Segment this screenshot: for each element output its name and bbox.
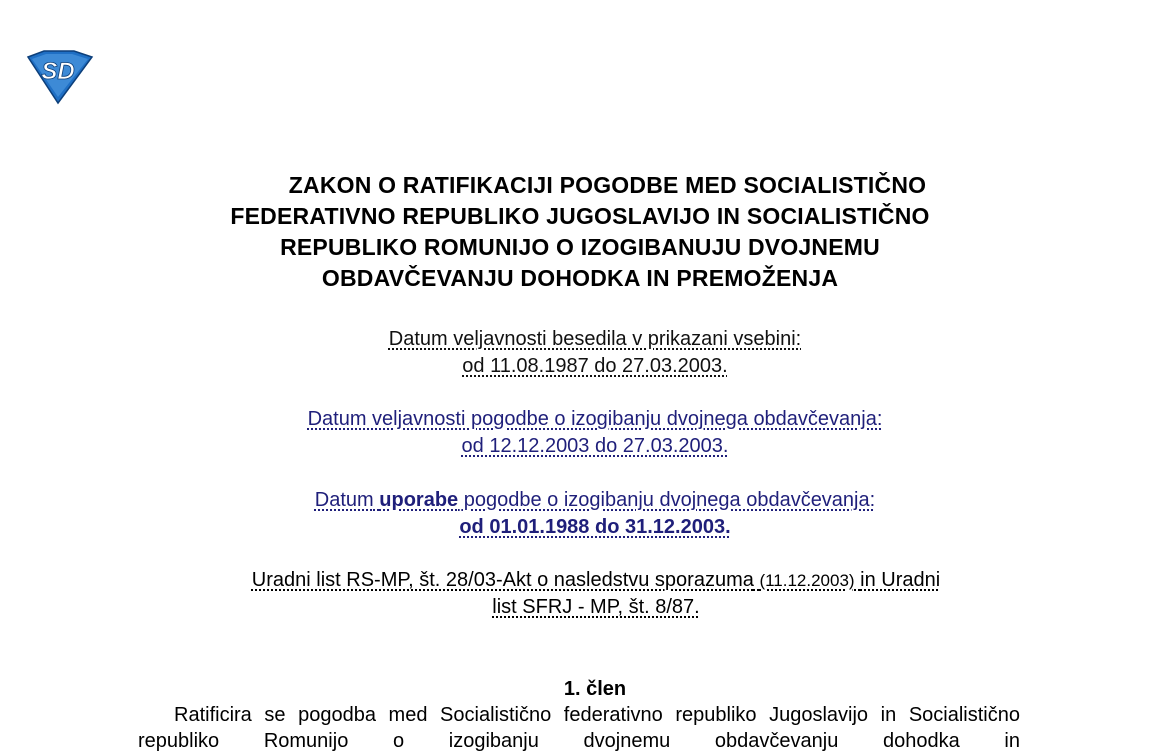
- title-line-3: REPUBLIKO ROMUNIJO O IZOGIBANUJU DVOJNEMU: [280, 234, 880, 260]
- treaty-validity-block: [150, 406, 1040, 460]
- gazette-link[interactable]: [252, 569, 940, 591]
- article-line-1: Ratificira se pogodba med Socialistično federativno republiko Jugoslavijo in: [174, 704, 897, 726]
- treaty-use-block: [150, 487, 1040, 541]
- article-body: [138, 702, 1020, 754]
- sd-logo-icon: [22, 49, 96, 105]
- text-validity-range[interactable]: od 11.08.1987 do 27.03.2003.: [462, 355, 728, 377]
- treaty-validity-label[interactable]: Datum veljavnosti pogodbe o izogibanju dvojnega obdavčevanja:: [307, 408, 883, 430]
- title-line-2: FEDERATIVNO REPUBLIKO JUGOSLAVIJO IN SOCIALISTIČNO: [230, 203, 930, 229]
- gazette-part-1: Uradni list RS-MP, št. 28/03-Akt o nasledstvu sporazuma: [251, 569, 754, 591]
- treaty-use-label-suffix: pogodbe o izogibanju dvojnega obdavčevanja:: [463, 489, 876, 511]
- treaty-use-label-prefix: Datum: [314, 489, 374, 511]
- treaty-use-label[interactable]: [315, 489, 875, 511]
- gazette-date: (11.12.2003): [759, 571, 855, 590]
- document-title: [150, 170, 1010, 294]
- title-line-4: OBDAVČEVANJU DOHODKA IN PREMOŽENJA: [321, 265, 839, 291]
- treaty-validity-range[interactable]: od 12.12.2003 do 27.03.2003.: [461, 435, 729, 457]
- gazette-block: [166, 567, 1026, 621]
- treaty-use-label-bold: uporabe: [379, 489, 459, 511]
- article-heading: 1. člen: [563, 678, 627, 700]
- text-validity-block: [150, 326, 1040, 380]
- text-validity-label[interactable]: Datum veljavnosti besedila v prikazani vsebini:: [388, 328, 802, 350]
- title-line-1: ZAKON O RATIFIKACIJI POGODBE MED SOCIALISTIČNO: [288, 172, 927, 198]
- svg-text:SD: SD: [41, 58, 75, 85]
- treaty-use-range[interactable]: od 01.01.1988 do 31.12.2003.: [459, 516, 731, 538]
- article-line-2: Socialistično republiko Romunijo o izogibanju dvojnemu obdavčevanju dohodka in: [138, 704, 1020, 752]
- gazette-line-2[interactable]: list SFRJ - MP, št. 8/87.: [492, 596, 700, 618]
- gazette-part-2: in Uradni: [860, 569, 941, 591]
